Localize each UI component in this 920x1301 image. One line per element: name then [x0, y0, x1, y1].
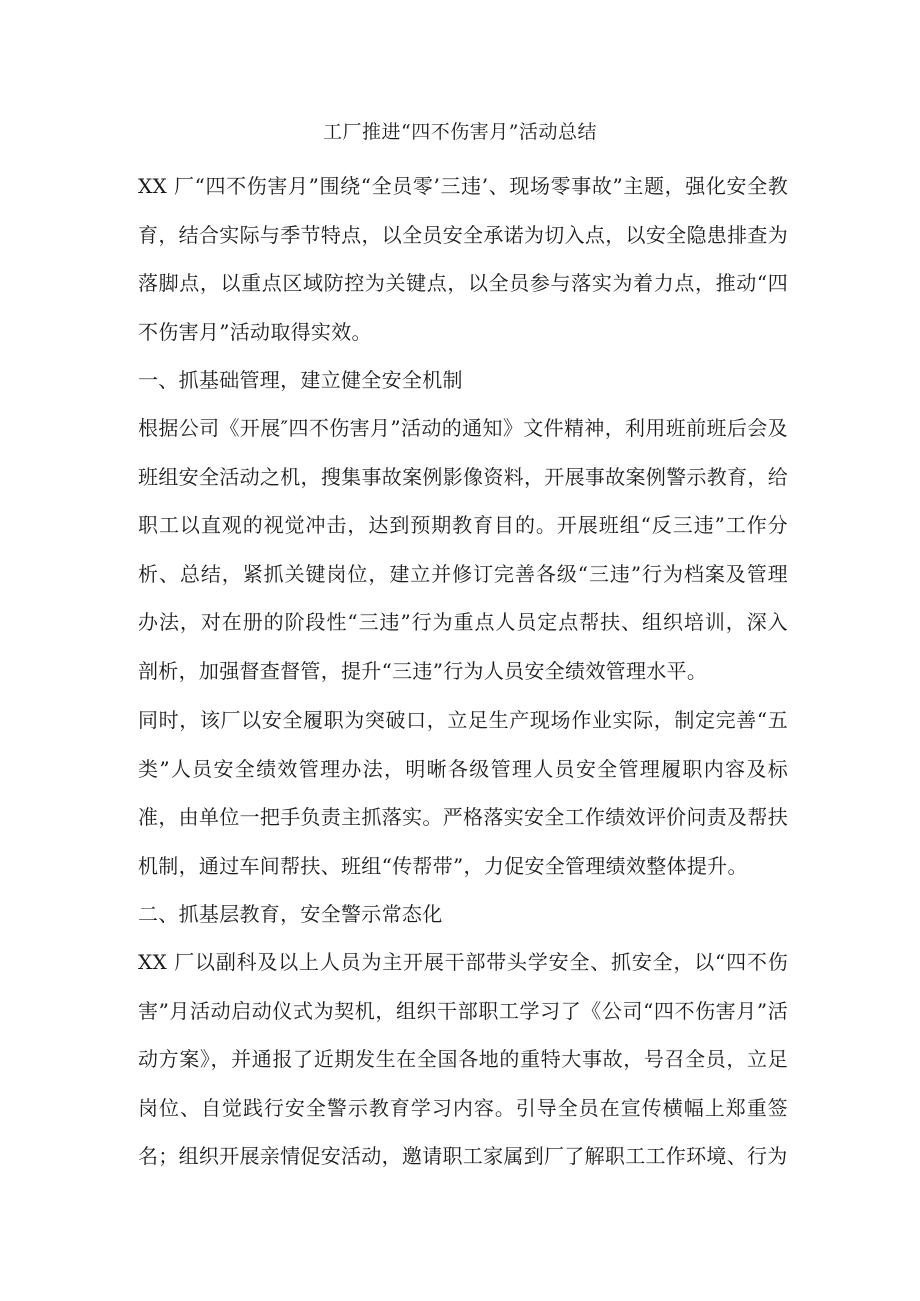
section-heading-1: 一、抓基础管理，建立健全安全机制	[138, 368, 463, 392]
section-1-paragraph-2: 同时，该厂以安全履职为突破口，立足生产现场作业实际，制定完善“五类”人员安全绩效管理办法，明晰各级管理人员安全管理履职内容及标准，由单位一把手负责主抓落实。严格落实安全工作绩效评价问责及帮扶机制，通过车间帮扶、班组“传帮带”，力促安全管理绩效整体提升。	[138, 708, 788, 878]
section-1-paragraph-1: 根据公司《开展″四不伤害月”活动的通知》文件精神，利用班前班后会及班组安全活动之机，搜集事故案例影像资料，开展事故案例警示教育，给职工以直观的视觉冲击，达到预期教育目的。开展班组“反三违”工作分析、总结，紧抓关键岗位，建立并修订完善各级“三违”行为档案及管理办法，对在册的阶段性“三违”行为重点人员定点帮扶、组织培训，深入剖析，加强督查督管，提升“三违”行为人员安全绩效管理水平。	[138, 416, 788, 683]
intro-paragraph: XX 厂“四不伤害月”围绕“全员零’三违’、现场零事故”主题，强化安全教育，结合实际与季节特点，以全员安全承诺为切入点，以安全隐患排查为落脚点，以重点区域防控为关键点，以全员参与落实为着力点，推动“四不伤害月”活动取得实效。	[138, 174, 788, 344]
document-title: 工厂推进“四不伤害月”活动总结	[323, 121, 597, 143]
section-heading-2: 二、抓基层教育，安全警示常态化	[138, 902, 443, 926]
section-2-paragraph-1: XX 厂以副科及以上人员为主开展干部带头学安全、抓安全，以“四不伤害”月活动启动仪式为契机，组织干部职工学习了《公司“四不伤害月”活动方案》，并通报了近期发生在全国各地的重特大事故，号召全员，立足岗位、自觉践行安全警示教育学习内容。引导全员在宣传横幅上郑重签名；组织开展亲情促安活动，邀请职工家属到厂了解职工工作环境、行为	[138, 950, 788, 1169]
